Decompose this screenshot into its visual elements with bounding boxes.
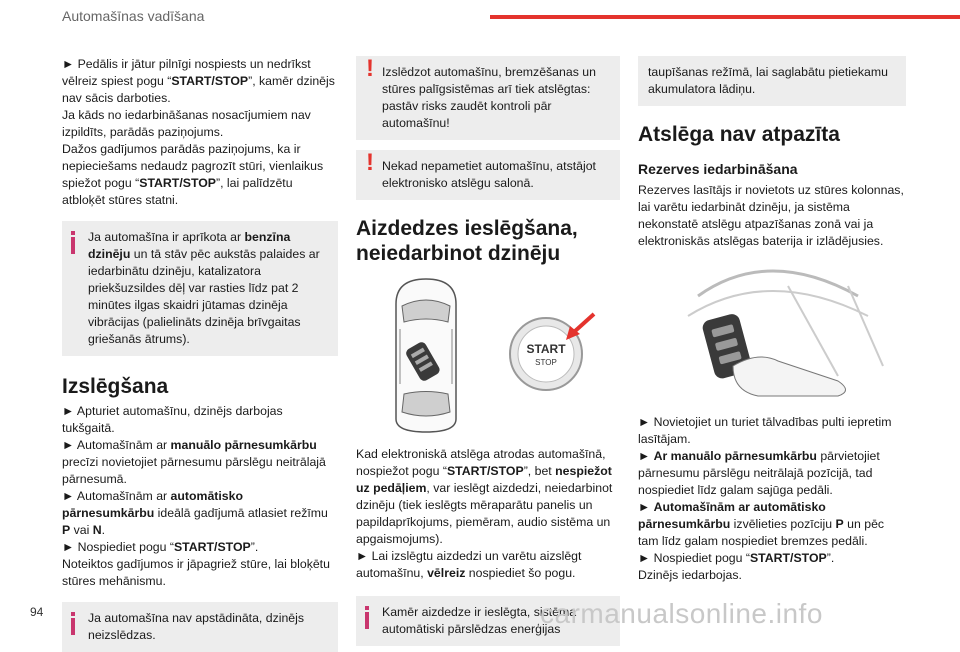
- step: ► Ar manuālo pārnesumkārbu pārvietojiet pārnesumu pārslēgu neitrālajā pozīcijā, tad nospiediet līdz galam sajūga pedāli.: [638, 449, 880, 497]
- paragraph: Dzinējs iedarbojas.: [638, 568, 742, 582]
- step: ► Automašīnām ar manuālo pārnesumkārbu precīzi novietojiet pārnesumu pārslēgu neitrālajā pārnesumā.: [62, 438, 326, 486]
- car-and-button-illustration: [356, 274, 620, 434]
- paragraph: Dažos gadījumos parādās paziņojums, ka ir nepieciešams nedaudz pagrozīt stūri, vienlaikus spiežot pogu “START/STOP”, lai palīdzētu atbloķēt stūres statni.: [62, 142, 324, 207]
- step: ► Novietojiet un turiet tālvadības pulti iepretim lasītājam.: [638, 415, 892, 446]
- warning-box: ! Izslēdzot automašīnu, bremzēšanas un stūres palīgsistēmas arī tiek atslēgtas: pastāv risks zaudēt kontroli pār automašīnu!: [356, 56, 620, 140]
- section-heading: Aizdedzes ieslēgšana, neiedarbinot dzinēju: [356, 217, 578, 265]
- info-box-continued: taupīšanas režīmā, lai saglabātu pietiekamu akumulatora lādiņu.: [638, 56, 906, 106]
- paragraph: Kad elektroniskā atslēga atrodas automašīnā, nospiežot pogu “START/STOP”, bet nespiežot uz pedāļiem, var ieslēgt aizdedzi, neiedarbinot dzinēju (tiek ieslēgts mēraparātu panelis un papildaprīkojums, piemēram, audio sistēma un apgaismojums).: [356, 447, 613, 546]
- backup-reader-illustration: [638, 256, 906, 406]
- info-box: Ja automašīna nav apstādināta, dzinējs neizslēdzas.: [62, 602, 338, 652]
- column-3: [638, 56, 906, 584]
- subsection-heading: Rezerves iedarbināšana: [638, 161, 798, 177]
- warning-icon: !: [366, 149, 374, 176]
- steering-column-illustration: [638, 256, 906, 406]
- ignition-illustration: [356, 274, 620, 434]
- step: ► Nospiediet pogu “START/STOP”.: [638, 551, 835, 565]
- section-title: Automašīnas vadīšana: [62, 8, 205, 24]
- page-number: 94: [30, 605, 44, 619]
- section-heading: Atslēga nav atpazīta: [638, 123, 840, 146]
- info-box: Kamēr aizdedze ir ieslēgta, sistēma automātiski pārslēdzas enerģijas: [356, 596, 620, 646]
- paragraph: Noteiktos gadījumos ir jāpagriež stūre, lai bloķētu stūres mehānismu.: [62, 557, 330, 588]
- hand-icon: [733, 357, 846, 396]
- info-icon: [70, 610, 75, 635]
- paragraph: Rezerves lasītājs ir novietots uz stūres kolonnas, lai varētu iedarbināt dzinēju, ja sistēma nekonstatē atslēgu atpazīšanas zonā vai ja elektroniskās atslēgas baterija ir izlādējusies.: [638, 183, 904, 248]
- header-accent-bar: [490, 15, 960, 19]
- info-icon: [364, 604, 369, 629]
- step: ► Nospiediet pogu “START/STOP”.: [62, 540, 259, 554]
- step: ► Automašīnām ar automātisko pārnesumkārbu ideālā gadījumā atlasiet režīmu P vai N.: [62, 489, 328, 537]
- column-1: [62, 56, 338, 652]
- paragraph: ► Pedālis ir jātur pilnīgi nospiests un nedrīkst vēlreiz spiest pogu “START/STOP”, kamēr dzinējs nav sācis darboties.: [62, 57, 335, 105]
- section-heading: Izslēgšana: [62, 375, 169, 398]
- warning-icon: !: [366, 55, 374, 82]
- warning-box: ! Nekad nepametiet automašīnu, atstājot elektronisko atslēgu salonā.: [356, 150, 620, 200]
- svg-text:START: START: [526, 342, 566, 356]
- paragraph: Ja kāds no iedarbināšanas nosacījumiem nav izpildīts, parādās paziņojums.: [62, 108, 311, 139]
- column-2: [356, 56, 620, 646]
- step: ► Apturiet automašīnu, dzinējs darbojas tukšgaitā.: [62, 404, 283, 435]
- info-box: Ja automašīna ir aprīkota ar benzīna dzinēju un tā stāv pēc aukstās palaides ar iedarbinātu dzinēju, katalizatora priekšuzsildes dēļ var rasties līdz pat 2 minūtes ilgas skaidri jūtamas dzinēja vibrācijas (palielināts dzinēja brīvgaitas griešanās ātrums).: [62, 221, 338, 356]
- info-icon: [70, 229, 75, 254]
- watermark: carmanualsonline.info: [540, 598, 823, 629]
- step: ► Automašīnām ar automātisko pārnesumkārbu izvēlieties pozīciju P un pēc tam līdz galam nospiediet bremzes pedāli.: [638, 500, 885, 548]
- step: ► Lai izslēgtu aizdedzi un varētu aizslēgt automašīnu, vēlreiz nospiediet šo pogu.: [356, 549, 582, 580]
- svg-text:STOP: STOP: [535, 358, 557, 367]
- red-arrow-icon: [566, 314, 594, 340]
